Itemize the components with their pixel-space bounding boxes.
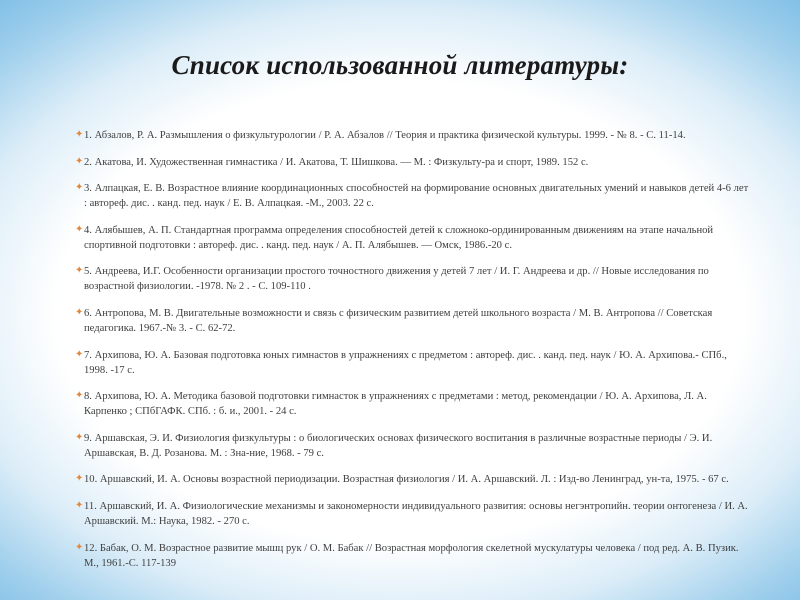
reference-item [75,128,752,143]
reference-text: 7. Архипова, Ю. А. Базовая подготовка юных гимнастов в упражнениях с предметом : автореф. дис. . канд. пед. наук / Ю. А. Архипова.- СПб., 1998. -17 с. [84,349,727,376]
slide-title: Список использованной литературы: [171,50,629,80]
bullet-icon: ✦ [75,223,84,235]
reference-item [75,499,752,529]
reference-text: 1. Абзалов, Р. А. Размышления о физкультурологии / Р. А. Абзалов // Теория и практика физической культуры. 1999. - № 8. - С. 11-14. [84,130,686,141]
bullet-icon: ✦ [75,306,84,318]
bullet-icon: ✦ [75,431,84,443]
reference-item [75,389,752,419]
bullet-icon: ✦ [75,265,84,277]
reference-text: 5. Андреева, И.Г. Особенности организации простого точностного движения у детей 7 лет / И. Г. Андреева и др. // Новые исследования по возрастной физиологии. -1978. № 2 . - С. 109-110 . [84,266,709,293]
reference-item [75,541,752,571]
bullet-icon: ✦ [75,129,84,140]
bullet-icon: ✦ [75,499,84,511]
reference-text: 4. Алябышев, А. П. Стандартная программа определения способностей детей к сложноко-ординированным движениям на этапе начальной спортивной подготовки : автореф. дис. . канд. пед. наук / А. П. Алябышев. — Омск, 1986.-20 с. [84,224,714,251]
reference-item [75,431,752,461]
reference-item [75,181,752,211]
reference-item [75,472,752,487]
bullet-icon: ✦ [75,155,84,167]
reference-text: 12. Бабак, О. М. Возрастное развитие мышц рук / О. М. Бабак // Возрастная морфология скелетной мускулатуры человека / под ред. А. В. Пузик. М., 1961.-С. 117-139 [84,542,739,569]
bullet-icon: ✦ [75,541,84,553]
reference-list [75,128,752,582]
reference-text: 8. Архипова, Ю. А. Методика базовой подготовки гимнасток в упражнениях с предметами : метод, рекомендации / Ю. А. Архипова, Л. А. Карпенко ; СПбГАФК. СПб. : б. и., 2001. - 24 с. [84,391,707,418]
bullet-icon: ✦ [75,473,84,485]
reference-item [75,223,752,253]
reference-text: 6. Антропова, М. В. Двигательные возможности и связь с физическим развитием детей школьного возраста / М. В. Антропова // Советская педагогика. 1967.-№ 3. - С. 62-72. [84,307,713,334]
reference-item [75,348,752,378]
reference-item [75,306,752,336]
reference-text: 9. Аршавская, Э. И. Физиология физкультуры : о биологических основах физического воспитания в различные возрастные периоды / Э. И. Аршавская, В. Д. Розанова. М. : Зна-ние, 1968. - 79 с. [84,432,713,459]
reference-item [75,264,752,294]
bullet-icon: ✦ [75,390,84,402]
reference-text: 3. Алпацкая, Е. В. Возрастное влияние координационных способностей на формирование основных двигательных умений и навыков детей 4-6 лет : автореф. дис. . канд. пед. наук / Е. В. Алпацкая. -М., 2003. 22 с. [84,183,749,210]
reference-text: 10. Аршавский, И. А. Основы возрастной периодизации. Возрастная физиология / И. А. Аршавский. Л. : Изд-во Ленинград, ун-та, 1975. - 67 с. [84,474,729,486]
reference-text: 2. Акатова, И. Художественная гимнастика / И. Акатова, Т. Шишкова. — М. : Физкульту-ра и спорт, 1989. 152 с. [84,156,589,168]
bullet-icon: ✦ [75,348,84,360]
reference-text: 11. Аршавский, И. А. Физиологические механизмы и закономерности индивидуального развития: основы негэнтропийн. теории онтогенеза / И. А. Аршавский. М.: Наука, 1982. - 270 с. [84,500,748,527]
reference-item [75,155,752,170]
bullet-icon: ✦ [75,182,84,194]
